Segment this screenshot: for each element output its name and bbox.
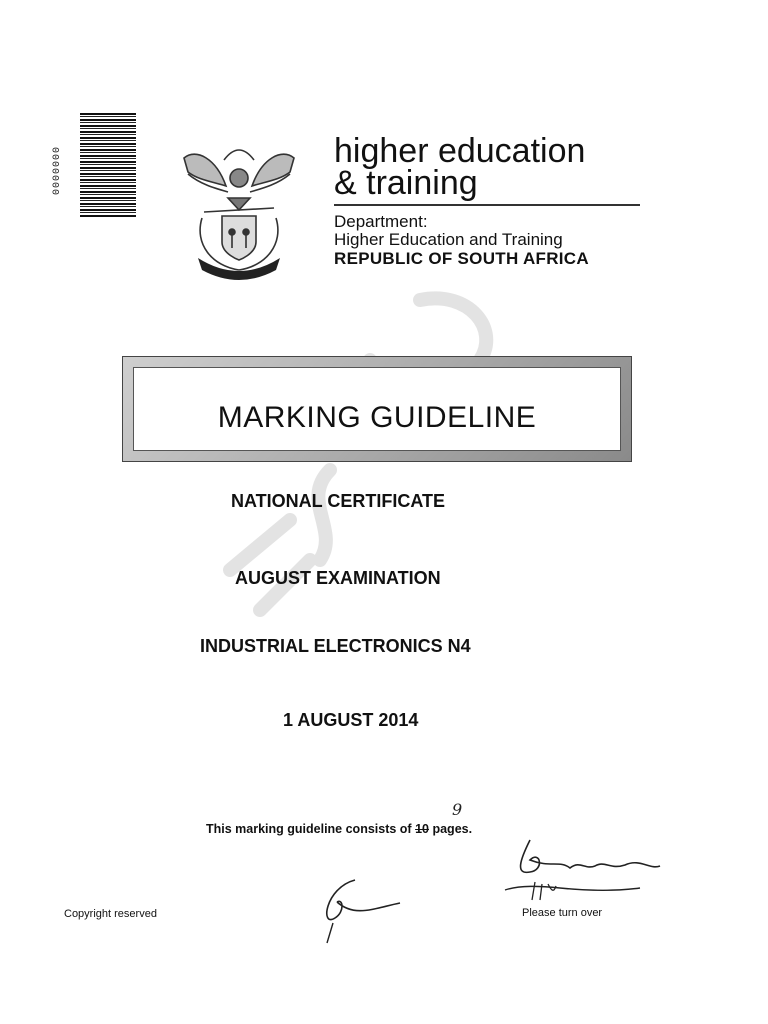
barcode [80,113,136,218]
barcode-number: 0000000 [52,145,63,195]
coat-of-arms-icon [176,138,302,280]
copyright-note: Copyright reserved [64,908,157,920]
title-frame [122,356,632,462]
signature-left [315,868,415,948]
page-count-note [206,822,472,836]
subject-line: INDUSTRIAL ELECTRONICS N4 [200,636,471,656]
brand-title-line1: higher education [334,132,586,170]
document-title: MARKING GUIDELINE [217,401,537,434]
page-count-prefix: This marking guideline consists of [206,822,412,836]
brand-title-line2: & training [334,164,478,202]
exam-line: AUGUST EXAMINATION [235,568,441,588]
country-name: REPUBLIC OF SOUTH AFRICA [334,249,589,268]
page-count-suffix: pages. [432,822,473,836]
signature-right [490,830,670,910]
department-label: Department: [334,212,428,231]
department-name: Higher Education and Training [334,230,563,249]
title-box [133,367,621,451]
date-line: 1 AUGUST 2014 [283,710,419,730]
brand-divider [334,204,640,206]
page-count-corrected: 9 [452,800,463,819]
turn-over-note: Please turn over [522,907,603,919]
page-count-crossed: 10 [415,822,429,836]
certificate-line: NATIONAL CERTIFICATE [231,491,445,511]
